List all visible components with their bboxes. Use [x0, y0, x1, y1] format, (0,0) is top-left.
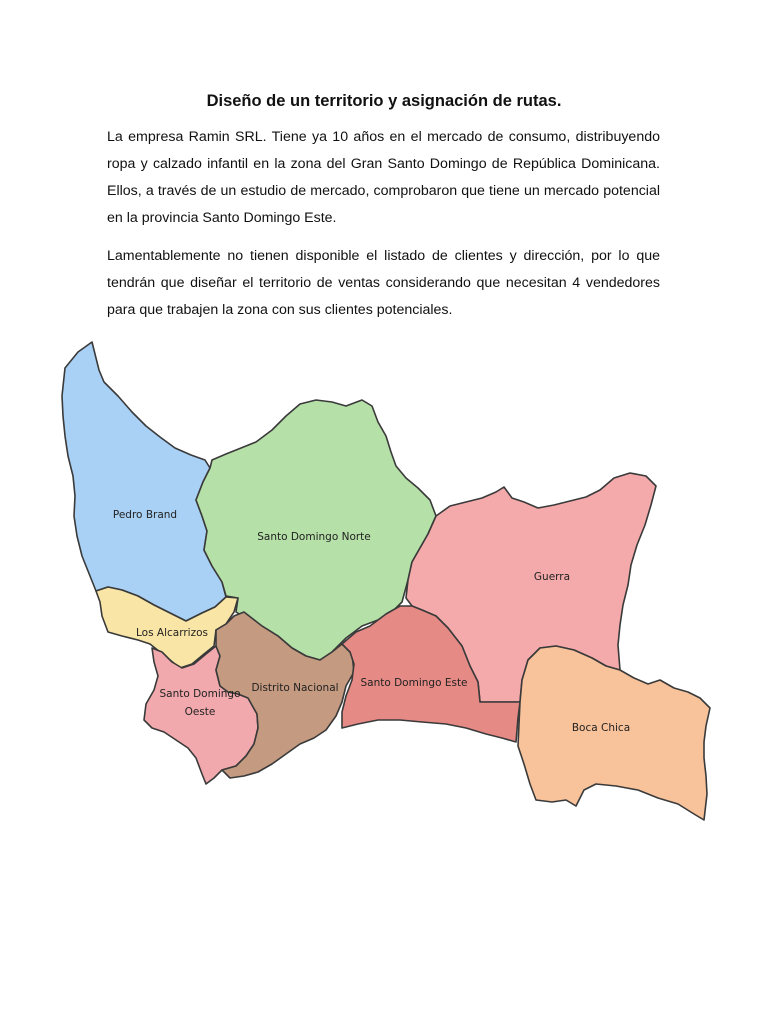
label-santo-domingo-oeste-line1: Santo Domingo	[159, 688, 241, 700]
label-los-alcarrizos: Los Alcarrizos	[136, 627, 208, 639]
territory-map-svg	[0, 330, 768, 830]
requirement-paragraph: Lamentablemente no tienen disponible el listado de clientes y dirección, por lo que tendrán que diseñar el territorio de ventas considerando que necesitan 4 vendedores para que trabajen la zona con sus clientes potenciales.	[107, 248, 660, 318]
label-pedro-brand: Pedro Brand	[112, 509, 178, 521]
region-pedro-brand	[62, 342, 226, 621]
label-boca-chica: Boca Chica	[571, 722, 631, 734]
label-guerra: Guerra	[533, 571, 571, 583]
label-santo-domingo-este: Santo Domingo Este	[360, 677, 468, 689]
page-title: Diseño de un territorio y asignación de rutas.	[206, 92, 562, 110]
label-distrito-nacional: Distrito Nacional	[251, 682, 339, 694]
territory-map	[0, 330, 768, 830]
intro-paragraph: La empresa Ramin SRL. Tiene ya 10 años en el mercado de consumo, distribuyendo ropa y calzado infantil en la zona del Gran Santo Domingo de República Dominicana. Ellos, a través de un estudio de mercado, comprobaron que tiene un mercado potencial en la provincia Santo Domingo Este.	[107, 129, 660, 226]
label-santo-domingo-oeste-line2: Oeste	[184, 706, 216, 718]
label-santo-domingo-norte: Santo Domingo Norte	[257, 531, 371, 543]
